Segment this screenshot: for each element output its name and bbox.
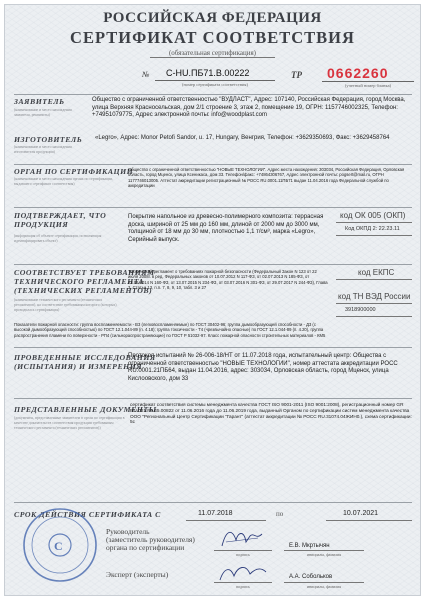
certificate-title: СЕРТИФИКАТ СООТВЕТСТВИЯ	[70, 28, 355, 47]
requirements-note: (наименование технического регламента (технических регламентов), на соответствие требованиям которого (которых) проводилась сертификация)	[14, 298, 117, 312]
country-heading: РОССИЙСКАЯ ФЕДЕРАЦИЯ	[103, 10, 322, 26]
ekps-code-label: код ЕКПС	[358, 268, 395, 277]
head-signature-caption: подпись	[236, 552, 250, 557]
manufacturer-label: ИЗГОТОВИТЕЛЬ	[14, 135, 83, 144]
cert-body-label: ОРГАН ПО СЕРТИФИКАЦИИ	[14, 167, 134, 176]
tests-label-2: (ИСПЫТАНИЯ) И ИЗМЕРЕНИЯ	[14, 362, 143, 371]
validity-po: по	[276, 510, 284, 518]
expert-name: А.А. Собольков	[289, 574, 333, 580]
requirements-label-1: СООТВЕТСТВУЕТ ТРЕБОВАНИЯМ	[14, 268, 155, 277]
certificate-subtitle: (обязательная сертификация)	[168, 49, 257, 57]
tnved-code-value: 3918900000	[345, 307, 376, 313]
fire-hazard-indicators: Показатели пожарной опасности: группа воспламеняемости - В3 (легковоспламеняемые) по ГОСТ 30402-96; группа дымообразующей способности - Д3 (с высокой дымообразующей способностью) по ГОСТ 12.1.044-89 (п. 4.18); группа токсичности - Т4 (чрезвычайно опасные) по ГОСТ 12.1.044-89 (п. 4.20), группа распространения пламени по поверхности - РП4 (сильнораспространяющие) по ГОСТ Р 51032-97. Класс пожарной опасности строительных материалов - КМ5	[14, 322, 326, 338]
tnved-code-label: код ТН ВЭД России	[338, 292, 411, 301]
expert-name-caption: инициалы, фамилия	[306, 584, 342, 589]
validity-label: СРОК ДЕЙСТВИЯ СЕРТИФИКАТА С	[14, 510, 161, 519]
product-text: Покрытие напольное из древесно-полимерного композита: террасная доска, шириной от 25 мм до 160 мм, длиной от 2000 мм до 3000 мм, толщиной от 18 мм до 30 мм, плотностью 1,1 т/см³, марка «Legro», Серийный выпуск.	[128, 214, 324, 243]
expert-signature	[220, 567, 266, 580]
confirmed-note: (информация об объекте сертификации, позволяющая идентифицировать объект)	[14, 234, 102, 243]
svg-text:С: С	[54, 539, 63, 553]
confirmed-label-1: ПОДТВЕРЖДАЕТ, ЧТО	[14, 211, 107, 220]
cert-body-note: (наименование и место нахождения органа по сертификации, выдавшего сертификат соответствия)	[14, 177, 114, 186]
documents-text: сертификат соответствия системы менеджмента качества ГОСТ ISO 9001-2011 (ISO 9001:2008), регистрационный номер GR RU.001.FA.45.00822 от 11.06.2016 года до 11.06.2019 года, выданный Органом по сертификации систем менеджмента качества ООО "Региональный Центр Сертификации "Гарант" (аттестат аккредитации № РОСС RU.31074.04ЖИН0.), схема сертификации: 5с	[130, 402, 412, 425]
expert-signature-caption: подпись	[236, 584, 250, 589]
head-label-3: органа по сертификации	[106, 543, 185, 552]
head-label-1: Руководитель	[106, 527, 150, 536]
number-caption: (номер сертификата соответствия)	[182, 82, 248, 87]
okpd2-code: Код ОКПД 2: 22.23.11	[345, 226, 400, 232]
head-label-2: (заместитель руководителя)	[106, 535, 195, 544]
tp-label: ТР	[291, 70, 302, 80]
manufacturer-text: «Legro», Адрес: Monor Petofi Sandor, u. 17, Hungary, Венгрия, Телефон: +3629350693, Факс: +3629458764	[95, 135, 390, 141]
requirements-label-2: ТЕХНИЧЕСКОГО РЕГЛАМЕНТА	[14, 277, 145, 286]
head-name-caption: инициалы, фамилия	[306, 552, 342, 557]
documents-label: ПРЕДСТАВЛЕННЫЕ ДОКУМЕНТЫ	[14, 405, 157, 414]
official-stamp	[24, 509, 96, 581]
expert-label: Эксперт (эксперты)	[106, 570, 169, 579]
okp-code-label: код ОК 005 (ОКП)	[340, 211, 406, 220]
documents-note: (документы, представленные заявителем в орган по сертификации в качестве доказательств соответствия продукции требованиям технического регламента (технических регламентов))	[14, 416, 125, 430]
cert-body-text: Общество с ограниченной ответственностью "НОВЫЕ ТЕХНОЛОГИИ". Адрес места нахождения: 303034, Российская Федерация, Орловская область, город Мценск, улица Ксеникаса, дом 33. Телефон/факс: +74864306767, Адрес электронной почты: pogsert@mail.ru, ОГРН 1177746013005. Аттестат аккредитации регистрационный № РОСС RU.0001.11ПБ71 выдан 11.04.2016 года Федеральной службой по аккредитации	[128, 167, 405, 188]
serial-caption: (учетный номер бланка)	[344, 83, 392, 88]
tests-label-1: ПРОВЕДЕННЫЕ ИССЛЕДОВАНИЯ	[14, 353, 156, 362]
certificate-number: С-HU.ПБ71.В.00222	[166, 68, 250, 78]
manufacturer-note: (наименование и место нахождения изготовителя продукции)	[14, 145, 72, 154]
requirements-label-3: (ТЕХНИЧЕСКИХ РЕГЛАМЕНТОВ)	[14, 286, 153, 295]
head-signature	[222, 532, 262, 546]
applicant-label: ЗАЯВИТЕЛЬ	[14, 97, 65, 106]
serial-number: 0662260	[327, 65, 389, 81]
requirements-text: Технический регламент о требованиях пожарной безопасности (Федеральный Закон N 123 от 22 июля 2008г. в ред. Федеральных законов от 10.07.2012 N 117-ФЗ, от 02.07.2013 N 185-ФЗ, от 23.06.2014 N 160-ФЗ, от 13.07.2015 N 234-ФЗ, от 03.07.2016 N 301-ФЗ, от 29.07.2017 N 244-ФЗ), Глава 3, Статьи 13, п.п. 7, 8, 9, 10, табл. 3 и 27	[128, 269, 328, 290]
tests-text: Протокол испытаний № 26-006-18/НТ от 11.07.2018 года, испытательный центр: Общества с ограниченной ответственностью "НОВЫЕ ТЕХНОЛОГИИ", номер аттестата аккредитации РОСС RU.0001.21ПБ64, выдан 11.04.2016, адрес: 303034, Орловская область, город Мценск, улица Кислоовского, дом 33	[128, 353, 398, 382]
applicant-note: (наименование и место нахождения заявителя, реквизиты)	[14, 108, 72, 117]
head-name: Е.В. Мкртычян	[289, 543, 330, 549]
validity-to: 10.07.2021	[343, 510, 379, 517]
number-symbol: №	[142, 70, 150, 79]
validity-from: 11.07.2018	[198, 510, 233, 517]
applicant-text: Общество с ограниченной ответственностью "ВУДЛАСТ", Адрес: 107140, Российская Федерация, город Москва, улица Верхняя Красносельская, дом 2/1 строение 3, этаж 2, помещение 19, ОГРН: 1157746002325, Телефон: +74951079775, Адрес электронной почты: info@woodplast.com	[92, 97, 406, 118]
confirmed-label-2: ПРОДУКЦИЯ	[14, 220, 69, 229]
